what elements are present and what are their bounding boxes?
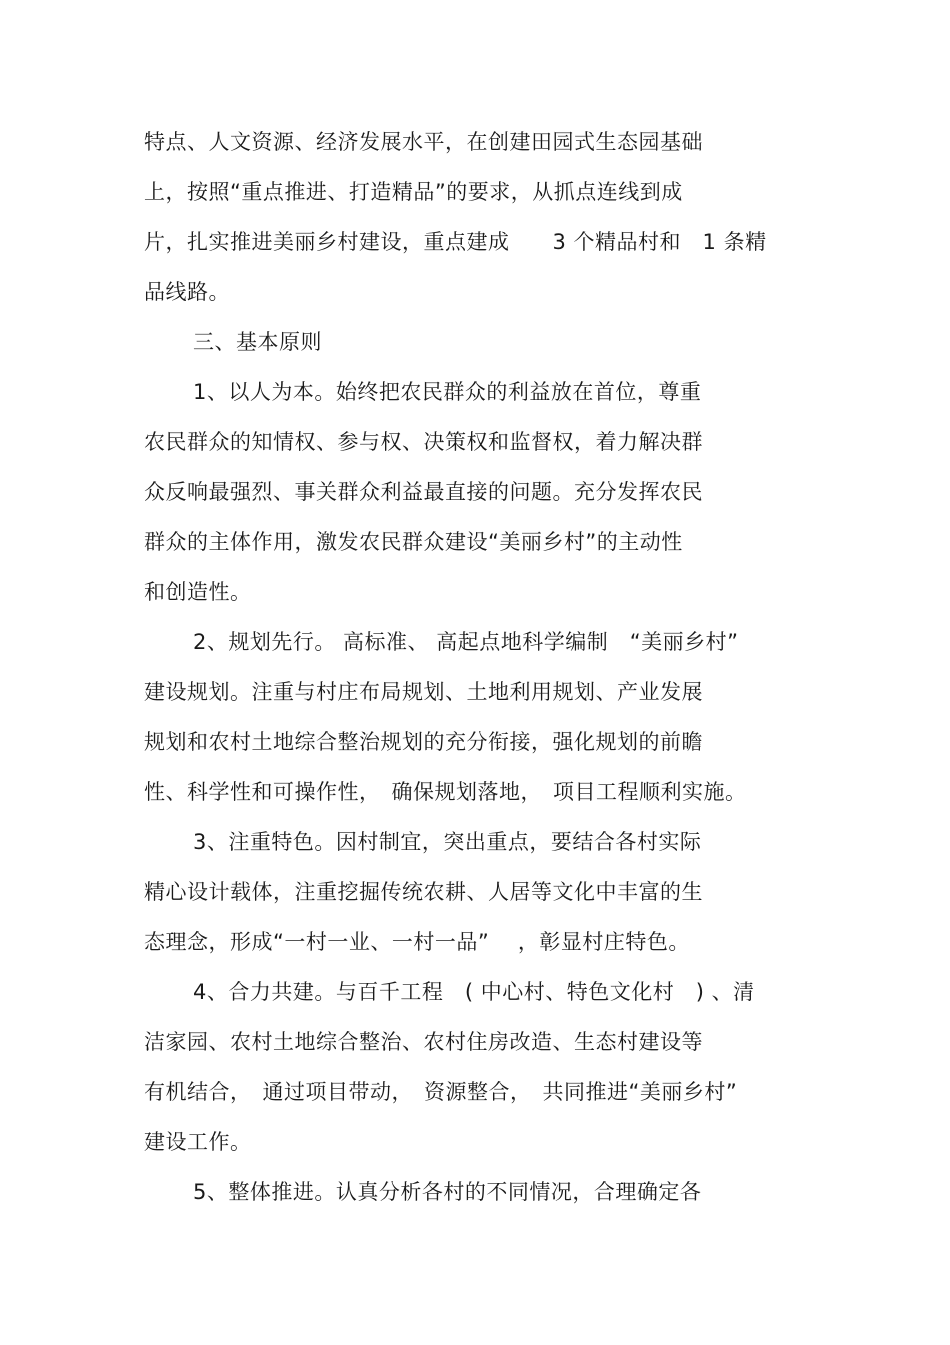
text-line-9: 群众的主体作用，激发农民群众建设“美丽乡村”的主动性 — [144, 530, 683, 554]
text-line-12: 建设规划。注重与村庄布局规划、土地利用规划、产业发展 — [144, 680, 703, 704]
text-line-20: 有机结合， 通过项目带动， 资源整合， 共同推进“美丽乡村” — [144, 1080, 738, 1104]
text-line-6: 1、以人为本。始终把农民群众的利益放在首位，尊重 — [193, 380, 702, 404]
text-line-1: 特点、人文资源、经济发展水平，在创建田园式生态园基础 — [144, 130, 703, 154]
text-line-14: 性、科学性和可操作性， 确保规划落地， 项目工程顺利实施。 — [144, 780, 747, 804]
text-line-4: 品线路。 — [144, 280, 230, 304]
section-heading: 三、基本原则 — [193, 330, 322, 354]
text-line-10: 和创造性。 — [144, 580, 252, 604]
text-line-21: 建设工作。 — [144, 1130, 252, 1154]
text-line-8: 众反响最强烈、事关群众利益最直接的问题。充分发挥农民 — [144, 480, 703, 504]
text-line-3: 片，扎实推进美丽乡村建设，重点建成 3 个精品村和 1 条精 — [144, 230, 767, 254]
text-line-11: 2、规划先行。 高标准、 高起点地科学编制 “美丽乡村” — [193, 630, 739, 654]
text-line-19: 洁家园、农村土地综合整治、农村住房改造、生态村建设等 — [144, 1030, 703, 1054]
text-line-13: 规划和农村土地综合整治规划的充分衔接，强化规划的前瞻 — [144, 730, 703, 754]
text-line-15: 3、注重特色。因村制宜，突出重点，要结合各村实际 — [193, 830, 702, 854]
text-line-7: 农民群众的知情权、参与权、决策权和监督权，着力解决群 — [144, 430, 703, 454]
text-line-17: 态理念，形成“一村一业、一村一品” ，彰显村庄特色。 — [144, 930, 690, 954]
text-line-2: 上，按照“重点推进、打造精品”的要求，从抓点连线到成 — [144, 180, 683, 204]
text-line-18: 4、合力共建。与百千工程 ( 中心村、特色文化村 ) 、清 — [193, 980, 755, 1004]
text-line-16: 精心设计载体，注重挖掘传统农耕、人居等文化中丰富的生 — [144, 880, 703, 904]
text-line-22: 5、整体推进。认真分析各村的不同情况，合理确定各 — [193, 1180, 702, 1204]
